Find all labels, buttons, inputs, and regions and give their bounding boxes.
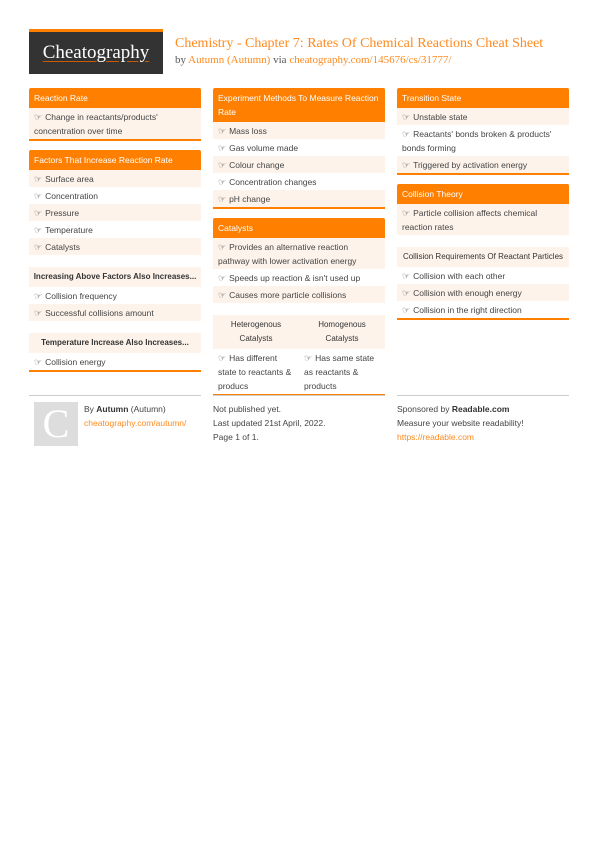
sponsor-tagline: Measure your website readability! [397,418,524,428]
column-3 [397,88,569,329]
footer-sponsor [397,395,569,444]
author-profile-link[interactable]: cheatography.com/autumn/ [84,418,187,428]
list-item: ☞ Concentration [29,187,201,204]
list-item: ☞ Triggered by activation energy [397,156,569,173]
cheatography-logo[interactable] [29,29,163,74]
table-header: Heterogenous Catalysts [213,315,299,349]
list-item: ☞ Particle collision affects chemical reaction rates [397,204,569,235]
list-item: ☞ Successful collisions amount [29,304,201,321]
list-item: ☞ Colour change [213,156,385,173]
pointing-hand-icon: ☞ [218,352,227,363]
pointing-hand-icon: ☞ [34,241,43,252]
list-item: ☞ pH change [213,190,385,207]
pointing-hand-icon: ☞ [34,307,43,318]
author-name: Autumn [96,404,129,414]
list-item: ☞ Concentration changes [213,173,385,190]
last-updated: Last updated 21st April, 2022. [213,418,326,428]
by-label: by [175,54,186,66]
pointing-hand-icon: ☞ [34,290,43,301]
footer [29,395,574,455]
section-catalysts [213,218,385,396]
sheet-url-link[interactable]: cheatography.com/145676/cs/31777/ [289,54,452,66]
pointing-hand-icon: ☞ [218,241,227,252]
title-block [175,36,543,66]
list-item: ☞ Catalysts [29,238,201,255]
column-2 [213,88,385,405]
spacer [29,321,201,333]
pointing-hand-icon: ☞ [218,125,227,136]
sponsor-name: Readable.com [451,404,510,414]
footer-author [29,395,201,446]
author-link[interactable]: Autumn (Autumn) [188,54,271,66]
section-title: Catalysts [213,218,385,238]
section-experiment-methods [213,88,385,209]
section-title: Experiment Methods To Measure Reaction Rate [213,88,385,122]
subsection-title: Collision Requirements Of Reactant Particles [397,247,569,267]
spacer [29,255,201,267]
list-item: ☞ Gas volume made [213,139,385,156]
pointing-hand-icon: ☞ [34,356,43,367]
section-title: Transition State [397,88,569,108]
list-item: ☞ Collision frequency [29,287,201,304]
pointing-hand-icon: ☞ [218,159,227,170]
subsection-title: Increasing Above Factors Also Increases... [29,267,201,287]
list-item: ☞ Pressure [29,204,201,221]
sponsor-line: Sponsored by Readable.com [397,404,510,414]
table-cell: ☞ Has different state to reactants & producs [213,349,299,394]
sponsor-link[interactable]: https://readable.com [397,432,475,442]
homogenous-column [299,315,385,394]
footer-status [213,395,385,444]
section-title: Factors That Increase Reaction Rate [29,150,201,170]
section-reaction-rate [29,88,201,141]
list-item: ☞ Speeds up reaction & isn't used up [213,269,385,286]
list-item: ☞ Causes more particle collisions [213,286,385,303]
pointing-hand-icon: ☞ [218,289,227,300]
spacer [213,303,385,315]
avatar: C [34,402,78,446]
list-item: ☞ Collision energy [29,353,201,370]
via-label: via [273,54,287,66]
author-line: By Autumn (Autumn) [84,404,166,414]
pointing-hand-icon: ☞ [402,270,411,281]
pointing-hand-icon: ☞ [402,304,411,315]
section-collision-theory [397,184,569,320]
section-factors [29,150,201,372]
publish-status: Not published yet. [213,404,282,414]
pointing-hand-icon: ☞ [218,142,227,153]
pointing-hand-icon: ☞ [34,224,43,235]
pointing-hand-icon: ☞ [34,207,43,218]
pointing-hand-icon: ☞ [34,111,43,122]
spacer [397,235,569,247]
page-title: Chemistry - Chapter 7: Rates Of Chemical Reactions Cheat Sheet [175,36,544,51]
list-item: ☞ Change in reactants/products' concentration over time [29,108,201,139]
pointing-hand-icon: ☞ [218,176,227,187]
logo-text: Cheatography [42,42,150,63]
header [29,29,574,75]
list-item: ☞ Surface area [29,170,201,187]
pointing-hand-icon: ☞ [218,272,227,283]
list-item: ☞ Unstable state [397,108,569,125]
pointing-hand-icon: ☞ [304,352,313,363]
section-transition-state [397,88,569,175]
column-1 [29,88,201,381]
pointing-hand-icon: ☞ [402,207,411,218]
section-title: Reaction Rate [29,88,201,108]
pointing-hand-icon: ☞ [402,111,411,122]
pointing-hand-icon: ☞ [34,173,43,184]
pointing-hand-icon: ☞ [218,193,227,204]
list-item: ☞ Collision in the right direction [397,301,569,318]
pointing-hand-icon: ☞ [402,128,411,139]
section-title: Collision Theory [397,184,569,204]
pointing-hand-icon: ☞ [34,190,43,201]
list-item: ☞ Reactants' bonds broken & products' bonds forming [397,125,569,156]
page-count: Page 1 of 1. [213,432,259,442]
catalyst-comparison-table [213,315,385,394]
pointing-hand-icon: ☞ [402,159,411,170]
table-header: Homogenous Catalysts [299,315,385,349]
heterogenous-column [213,315,299,394]
subsection-title: Temperature Increase Also Increases... [29,333,201,353]
list-item: ☞ Collision with each other [397,267,569,284]
list-item: ☞ Temperature [29,221,201,238]
list-item: ☞ Collision with enough energy [397,284,569,301]
list-item: ☞ Provides an alternative reaction pathway with lower activation energy [213,238,385,269]
pointing-hand-icon: ☞ [402,287,411,298]
table-cell: ☞ Has same state as reactants & products [299,349,385,394]
byline [175,54,543,66]
list-item: ☞ Mass loss [213,122,385,139]
